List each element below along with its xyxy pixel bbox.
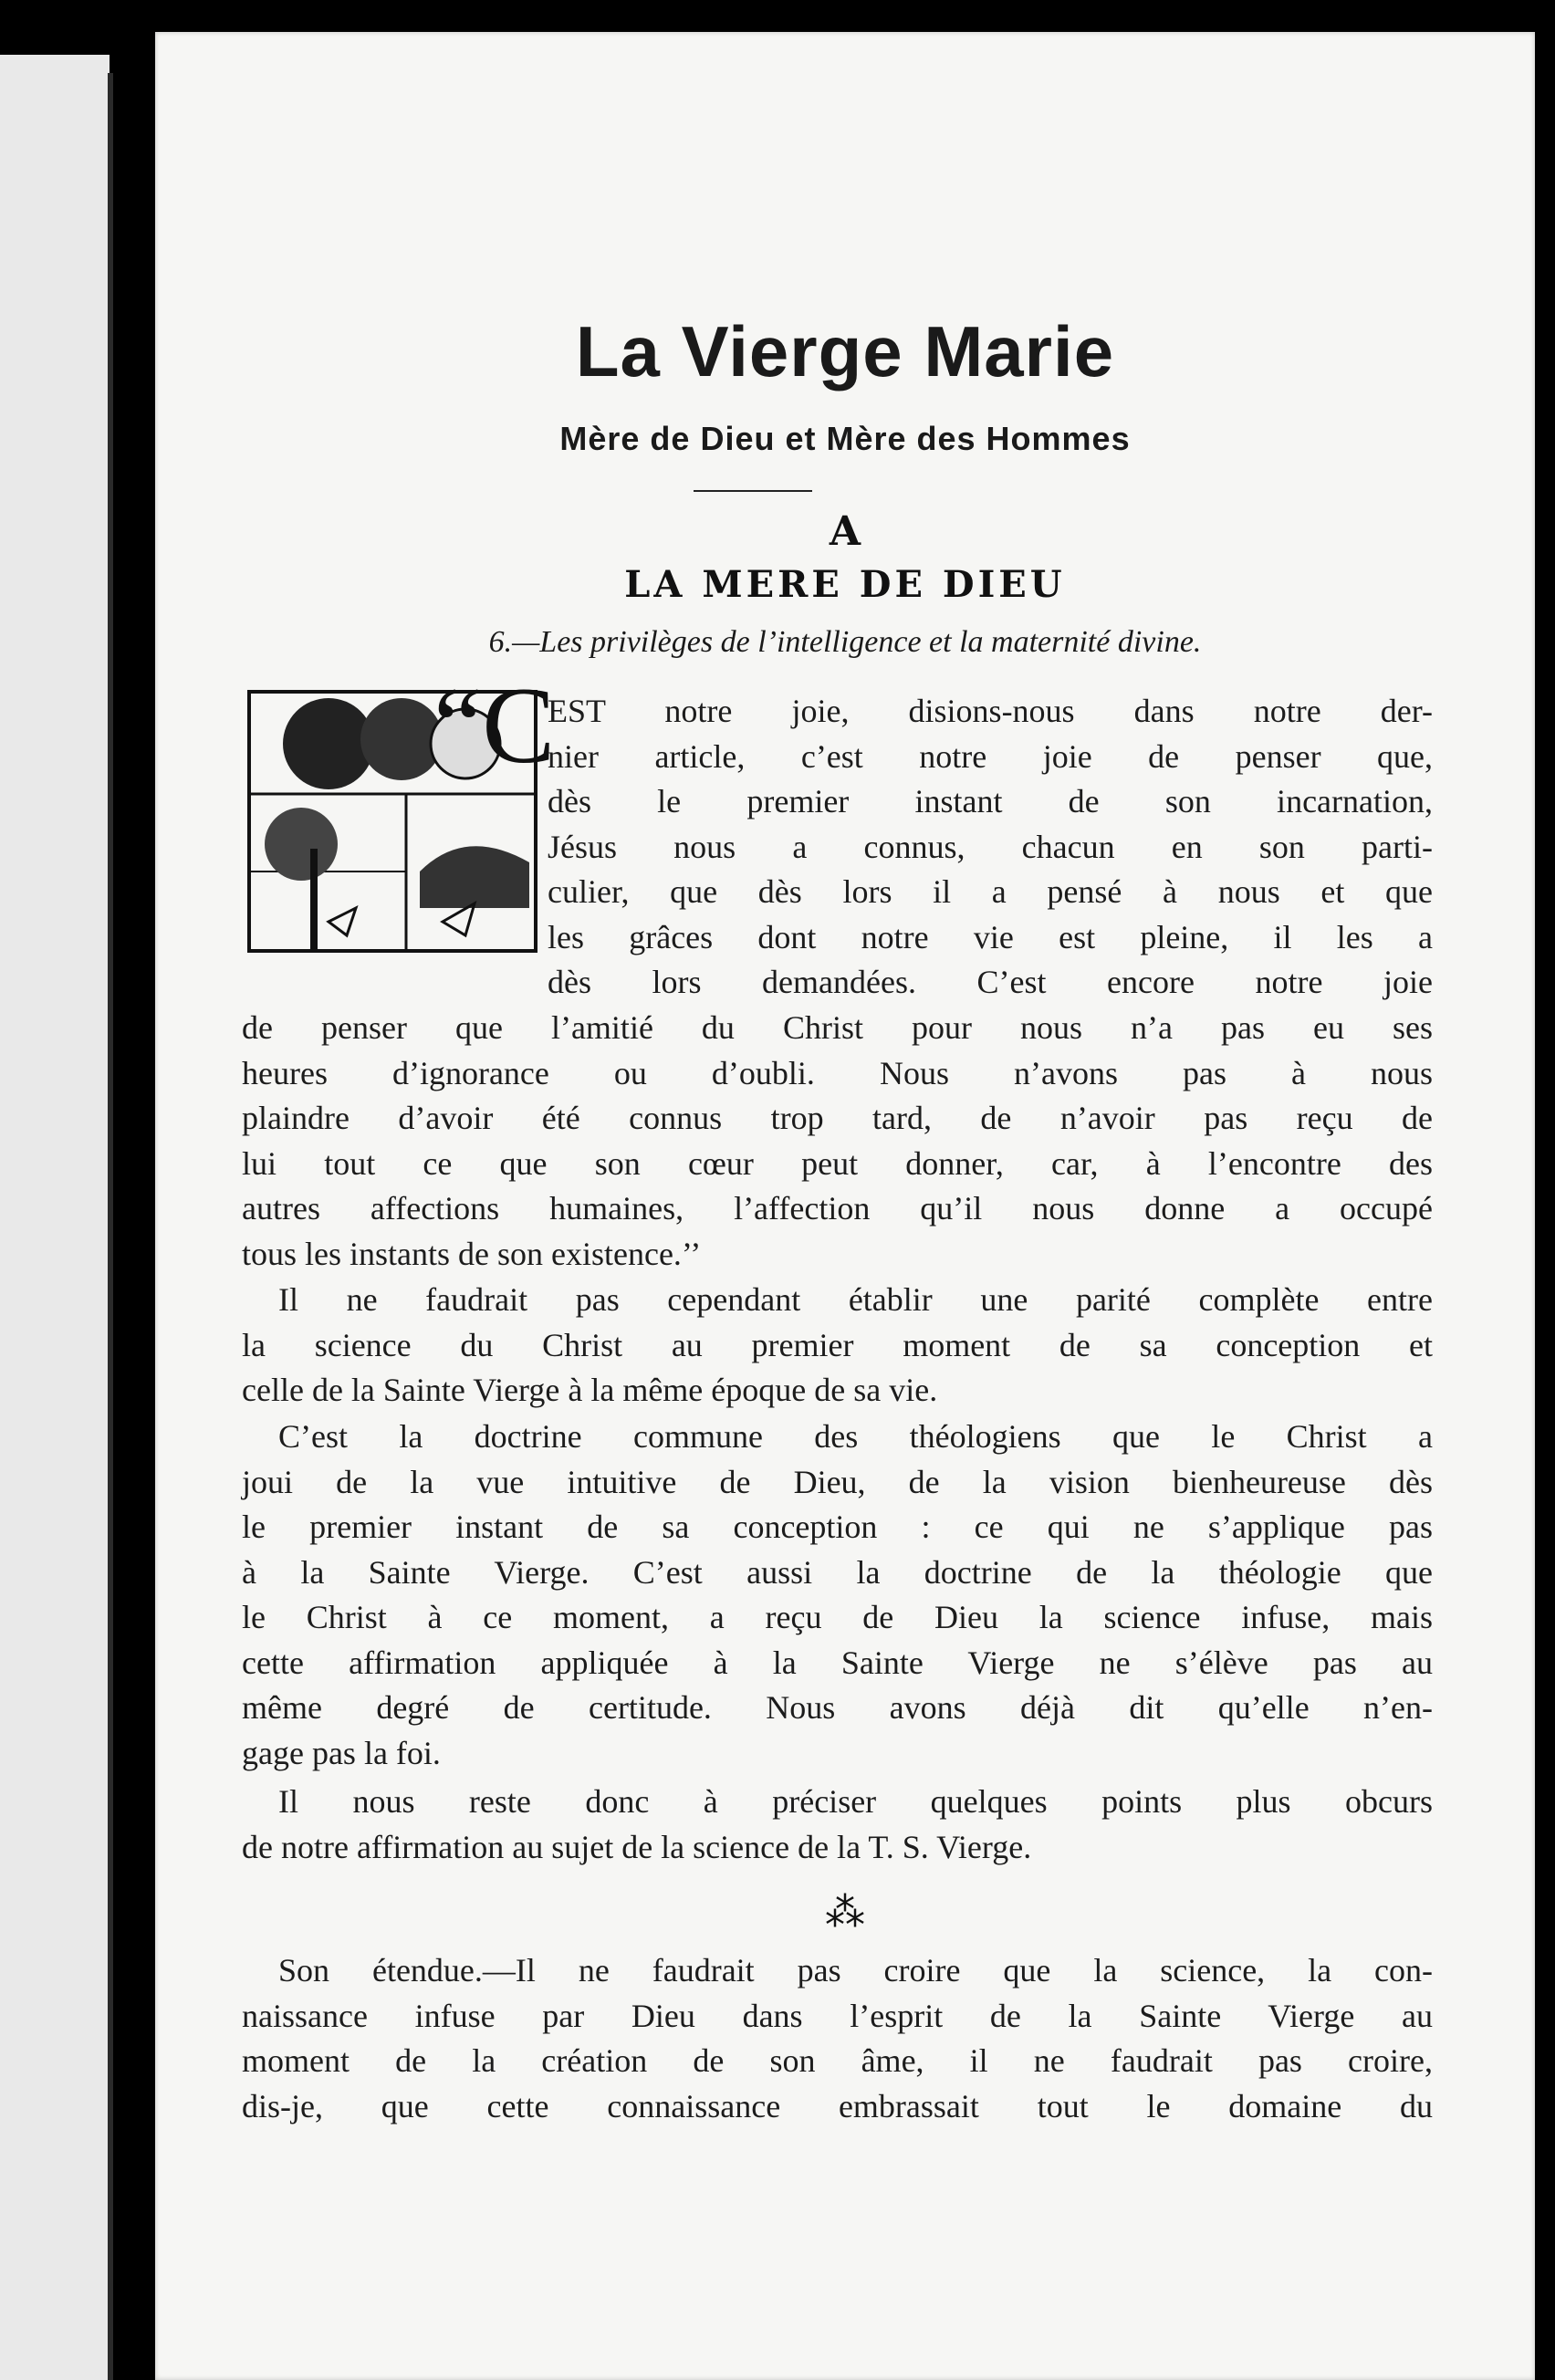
text-line: heures d’ignorance ou d’oubli. Nous n’avons pas à nous xyxy=(242,1054,1433,1091)
text-line: naissance infuse par Dieu dans l’esprit de la Sainte Vierge au xyxy=(242,1997,1433,2034)
paragraph-3 xyxy=(242,1414,1433,1776)
text-line: EST notre joie, disions-nous dans notre der- xyxy=(548,693,1433,729)
section-subtitle: 6.—Les privilèges de l’intelligence et la maternité divine. xyxy=(488,625,1202,659)
text-line: cette affirmation appliquée à la Sainte Vierge ne s’élève pas au xyxy=(242,1644,1433,1681)
text-line: joui de la vue intuitive de Dieu, de la vision bienheureuse dès xyxy=(242,1463,1433,1500)
page-title: La Vierge Marie xyxy=(575,311,1115,391)
text-line: de notre affirmation au sujet de la science de la T. S. Vierge. xyxy=(242,1828,1032,1865)
paragraph-5 xyxy=(242,1948,1433,2129)
text-line: gage pas la foi. xyxy=(242,1734,441,1771)
text-line: dès lors demandées. C’est encore notre joie xyxy=(548,964,1433,1000)
section-letter: A xyxy=(829,508,861,555)
intro-paragraph xyxy=(548,689,1433,1006)
text-line: autres affections humaines, l’affection qu’il nous donne a occupé xyxy=(242,1190,1433,1227)
book-page xyxy=(155,32,1535,2380)
text-line: lui tout ce que son cœur peut donner, car, à l’encontre des xyxy=(242,1144,1433,1182)
text-line: le premier instant de sa conception : ce qui ne s’applique pas xyxy=(242,1508,1433,1545)
text-line: culier, que dès lors il a pensé à nous et que xyxy=(548,873,1433,910)
page-subtitle: Mère de Dieu et Mère des Hommes xyxy=(559,420,1131,457)
text-line: dès le premier instant de son incarnation, xyxy=(548,783,1433,819)
text-line: la science du Christ au premier moment de sa conception et xyxy=(242,1326,1433,1363)
paragraph-1 xyxy=(242,1006,1433,1277)
book-gutter xyxy=(108,73,113,2380)
drop-cap: “C xyxy=(433,664,556,786)
text-line: dis-je, que cette connaissance embrassait tout le domaine du xyxy=(242,2087,1433,2124)
divider-rule xyxy=(694,490,812,492)
text-line: moment de la création de son âme, il ne faudrait pas croire, xyxy=(242,2042,1433,2079)
paragraph-4 xyxy=(242,1780,1433,1870)
text-line: Il nous reste donc à préciser quelques points plus obcurs xyxy=(278,1783,1433,1820)
text-line: Son étendue.—Il ne faudrait pas croire que la science, la con- xyxy=(278,1952,1433,1989)
text-line: C’est la doctrine commune des théologiens que le Christ a xyxy=(278,1418,1433,1455)
text-line: Il ne faudrait pas cependant établir une parité complète entre xyxy=(278,1281,1433,1318)
paragraph-2 xyxy=(242,1278,1433,1414)
section-heading: LA MERE DE DIEU xyxy=(624,563,1066,606)
text-line: nier article, c’est notre joie de penser que, xyxy=(548,737,1433,775)
text-line: de penser que l’amitié du Christ pour nous n’a pas eu ses xyxy=(242,1009,1433,1046)
asterism-separator: ⁂ xyxy=(825,1890,865,1935)
text-line: à la Sainte Vierge. C’est aussi la doctrine de la théologie que xyxy=(242,1553,1433,1591)
text-line: le Christ à ce moment, a reçu de Dieu la science infuse, mais xyxy=(242,1599,1433,1635)
text-line: celle de la Sainte Vierge à la même époque de sa vie. xyxy=(242,1372,938,1408)
text-line: Jésus nous a connus, chacun en son parti- xyxy=(548,828,1433,865)
text-line: tous les instants de son existence.’’ xyxy=(242,1235,702,1272)
text-line: les grâces dont notre vie est pleine, il les a xyxy=(548,918,1433,955)
text-line: plaindre d’avoir été connus trop tard, de n’avoir pas reçu de xyxy=(242,1100,1433,1136)
text-line: même degré de certitude. Nous avons déjà dit qu’elle n’en- xyxy=(242,1689,1433,1726)
left-page-edge xyxy=(0,55,110,2380)
